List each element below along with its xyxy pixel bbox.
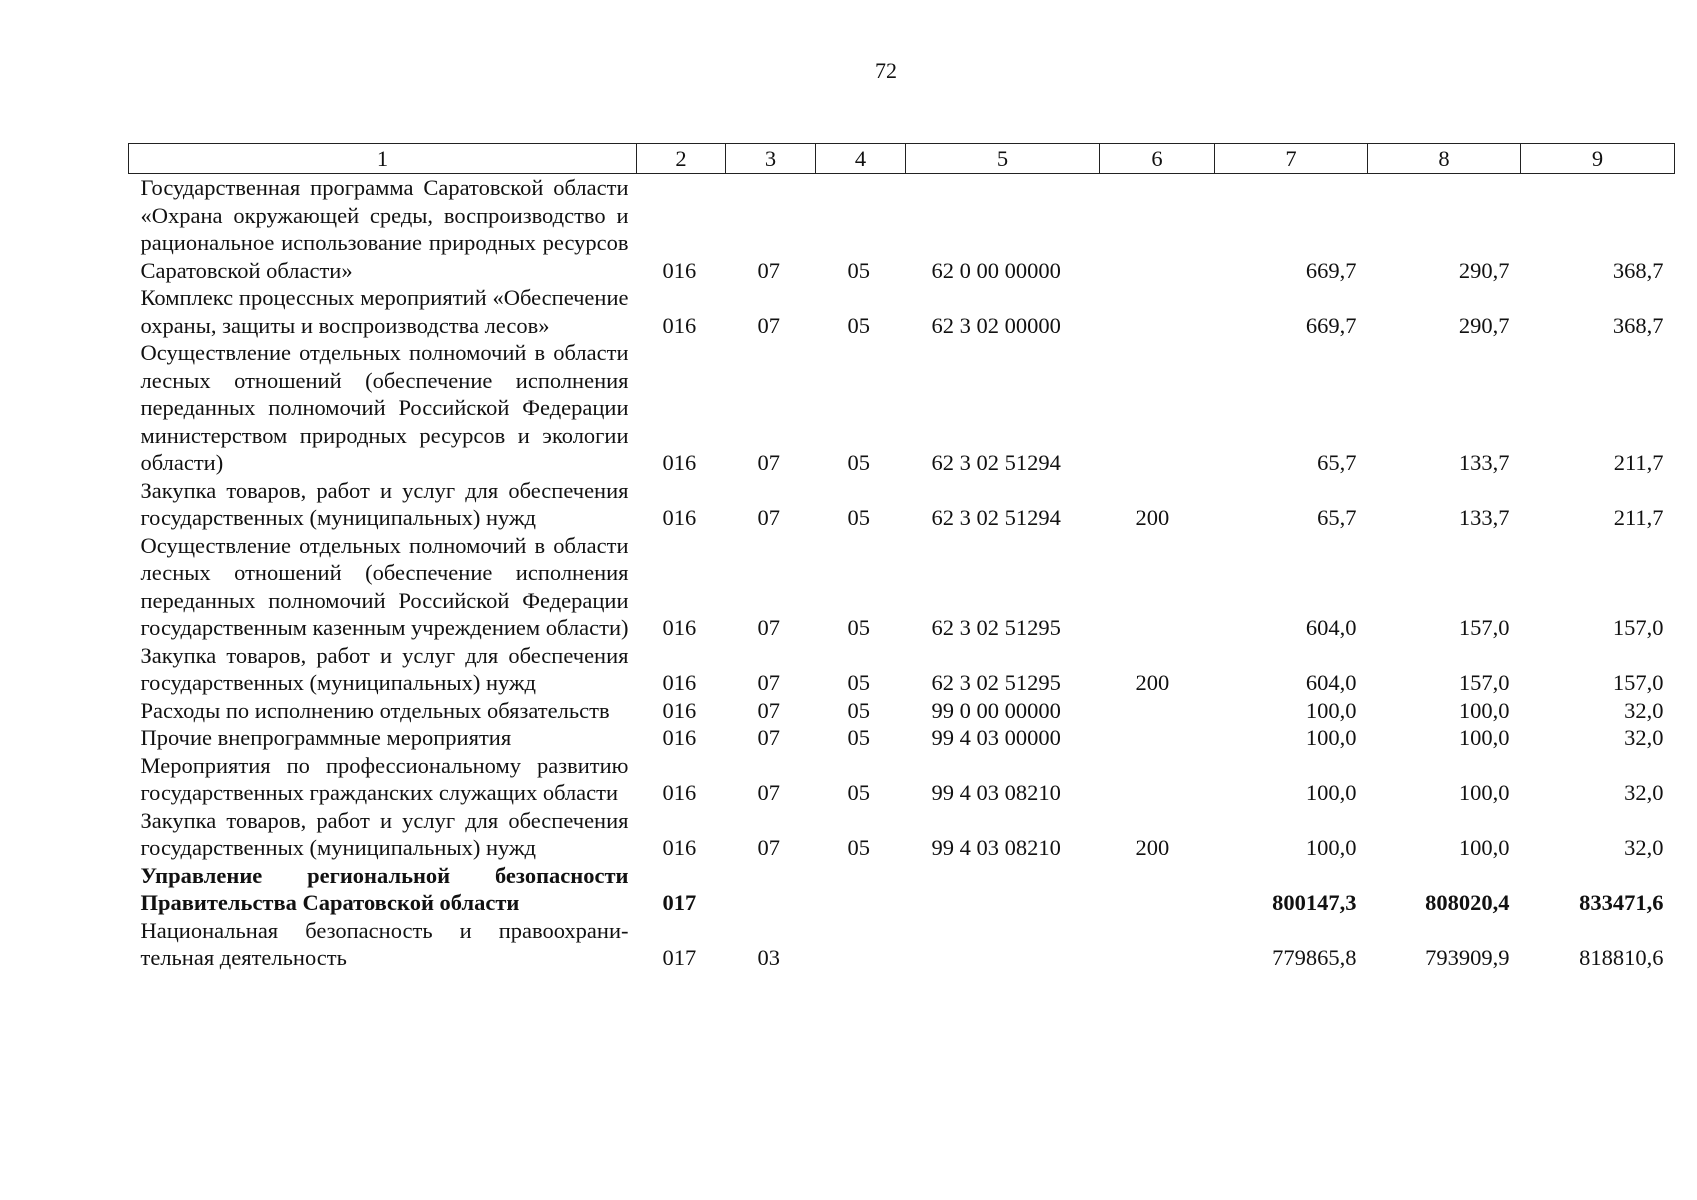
expense-type-code: 200	[1135, 505, 1170, 530]
table-row	[129, 807, 1675, 862]
amount-col-8: 100,0	[1458, 835, 1510, 860]
amount-col-8: 808020,4	[1425, 890, 1510, 915]
item-name: Управление региональной безопасности Правительства Саратовской области	[140, 862, 629, 915]
header-row	[129, 144, 1675, 174]
column-header-4: 4	[816, 144, 906, 174]
subsection-code: 05	[847, 615, 870, 640]
subsection-code	[816, 917, 906, 972]
column-header-1: 1	[129, 144, 637, 174]
column-header-5: 5	[906, 144, 1100, 174]
amount-col-9: 368,7	[1612, 257, 1664, 283]
target-article-code	[906, 862, 1100, 917]
table-row-total	[129, 862, 1675, 917]
ministry-code: 016	[662, 615, 697, 640]
ministry-code: 016	[662, 312, 697, 338]
ministry-code: 016	[662, 450, 697, 475]
section-code: 07	[757, 835, 780, 860]
amount-col-9: 211,7	[1613, 450, 1664, 475]
expense-type-code	[1100, 917, 1215, 972]
target-article-code: 62 0 00 00000	[931, 257, 1061, 283]
item-name: Осуществление отдельных полномочий в области лесных отношений (обеспечение исполнения переданных полномочий Российской Федерации государственным казенным учреждением области)	[140, 532, 629, 640]
amount-col-7: 100,0	[1305, 725, 1357, 750]
section-code: 07	[757, 450, 780, 475]
amount-col-9: 211,7	[1613, 505, 1664, 530]
amount-col-7: 100,0	[1305, 697, 1357, 723]
ministry-code: 016	[662, 725, 697, 750]
column-header-3: 3	[726, 144, 816, 174]
amount-col-8: 100,0	[1458, 697, 1510, 723]
amount-col-8: 290,7	[1458, 257, 1510, 283]
amount-col-8: 793909,9	[1425, 945, 1510, 970]
amount-col-9: 833471,6	[1579, 890, 1664, 915]
amount-col-9: 32,0	[1624, 835, 1664, 860]
subsection-code: 05	[847, 697, 870, 723]
page-number: 72	[875, 58, 897, 83]
section-code: 07	[757, 312, 780, 338]
amount-col-9: 32,0	[1624, 725, 1664, 750]
section-code: 07	[757, 670, 780, 695]
target-article-code: 99 4 03 08210	[931, 780, 1061, 805]
subsection-code: 05	[847, 505, 870, 530]
amount-col-9: 368,7	[1612, 312, 1664, 338]
section-code: 07	[757, 257, 780, 283]
amount-col-7: 604,0	[1305, 670, 1357, 695]
target-article-code	[906, 917, 1100, 972]
ministry-code: 016	[662, 697, 697, 723]
amount-col-7: 669,7	[1305, 312, 1357, 338]
section-code: 03	[757, 945, 780, 970]
expense-type-code: 200	[1135, 670, 1170, 695]
table-row	[129, 724, 1675, 752]
target-article-code: 99 4 03 08210	[931, 835, 1061, 860]
subsection-code: 05	[847, 780, 870, 805]
section-code: 07	[757, 505, 780, 530]
expense-type-code	[1100, 284, 1215, 339]
table-row	[129, 752, 1675, 807]
subsection-code: 05	[847, 670, 870, 695]
target-article-code: 62 3 02 51295	[931, 615, 1061, 640]
target-article-code: 99 0 00 00000	[931, 697, 1061, 723]
column-header-7: 7	[1215, 144, 1368, 174]
section-code: 07	[757, 725, 780, 750]
ministry-code: 016	[662, 835, 697, 860]
expense-type-code	[1100, 339, 1215, 477]
budget-table	[128, 143, 1675, 972]
amount-col-7: 604,0	[1305, 615, 1357, 640]
item-name: Национальная безопасность и правоохранительная деятельность	[140, 917, 629, 970]
item-name: Осуществление отдельных полномочий в области лесных отношений (обеспечение исполнения переданных полномочий Российской Федерации министерством природных ресурсов и экологии области)	[140, 340, 629, 475]
item-name: Государственная программа Саратовской области «Охрана окружающей среды, воспроизводство и рациональное использование природных ресурсов Саратовской области»	[140, 175, 629, 283]
subsection-code: 05	[847, 450, 870, 475]
amount-col-9: 157,0	[1612, 615, 1664, 640]
expense-type-code	[1100, 862, 1215, 917]
subsection-code: 05	[847, 835, 870, 860]
table-row	[129, 174, 1675, 285]
table-body	[129, 174, 1675, 972]
target-article-code: 62 3 02 51294	[931, 450, 1061, 475]
table-row	[129, 284, 1675, 339]
section-code: 07	[757, 780, 780, 805]
table-row	[129, 697, 1675, 725]
ministry-code: 017	[662, 890, 697, 915]
target-article-code: 99 4 03 00000	[931, 725, 1061, 750]
expense-type-code	[1100, 724, 1215, 752]
ministry-code: 016	[662, 670, 697, 695]
subsection-code: 05	[847, 257, 870, 283]
amount-col-7: 669,7	[1305, 257, 1357, 283]
amount-col-8: 100,0	[1458, 780, 1510, 805]
column-header-6: 6	[1100, 144, 1215, 174]
amount-col-8: 290,7	[1458, 312, 1510, 338]
section-code	[726, 862, 816, 917]
column-header-8: 8	[1368, 144, 1521, 174]
item-name: Комплекс процессных мероприятий «Обеспечение охраны, защиты и воспроизводства лесов»	[140, 285, 629, 338]
expense-type-code	[1100, 532, 1215, 642]
item-name: Закупка товаров, работ и услуг для обеспечения государственных (муниципальных) нужд	[140, 477, 629, 530]
table-row	[129, 642, 1675, 697]
target-article-code: 62 3 02 51294	[931, 505, 1061, 530]
item-name: Прочие внепрограммные мероприятия	[140, 725, 512, 750]
subsection-code	[816, 862, 906, 917]
ministry-code: 016	[662, 505, 697, 530]
expense-type-code: 200	[1135, 835, 1170, 860]
table-header	[129, 144, 1675, 174]
target-article-code: 62 3 02 51295	[931, 670, 1061, 695]
amount-col-8: 133,7	[1458, 450, 1510, 475]
column-header-9: 9	[1521, 144, 1675, 174]
amount-col-7: 65,7	[1317, 450, 1357, 475]
expense-type-code	[1100, 697, 1215, 725]
expense-type-code	[1100, 174, 1215, 285]
item-name: Мероприятия по профессиональному развитию государственных гражданских служащих области	[140, 752, 629, 805]
amount-col-8: 157,0	[1458, 670, 1510, 695]
table-row	[129, 917, 1675, 972]
table-row	[129, 339, 1675, 477]
amount-col-9: 32,0	[1624, 780, 1664, 805]
ministry-code: 017	[662, 945, 697, 970]
amount-col-7: 779865,8	[1272, 945, 1357, 970]
amount-col-8: 133,7	[1458, 505, 1510, 530]
table-row	[129, 477, 1675, 532]
amount-col-8: 100,0	[1458, 725, 1510, 750]
ministry-code: 016	[662, 257, 697, 283]
column-header-2: 2	[637, 144, 726, 174]
amount-col-8: 157,0	[1458, 615, 1510, 640]
amount-col-7: 100,0	[1305, 780, 1357, 805]
item-name: Закупка товаров, работ и услуг для обеспечения государственных (муниципальных) нужд	[140, 642, 629, 695]
subsection-code: 05	[847, 725, 870, 750]
item-name: Расходы по исполнению отдельных обязательств	[140, 697, 610, 723]
amount-col-9: 818810,6	[1579, 945, 1664, 970]
ministry-code: 016	[662, 780, 697, 805]
section-code: 07	[757, 615, 780, 640]
amount-col-7: 800147,3	[1272, 890, 1357, 915]
table-row	[129, 532, 1675, 642]
section-code: 07	[757, 697, 780, 723]
target-article-code: 62 3 02 00000	[931, 312, 1061, 338]
expense-type-code	[1100, 752, 1215, 807]
amount-col-7: 100,0	[1305, 835, 1357, 860]
amount-col-9: 157,0	[1612, 670, 1664, 695]
item-name: Закупка товаров, работ и услуг для обеспечения государственных (муниципальных) нужд	[140, 807, 629, 860]
subsection-code: 05	[847, 312, 870, 338]
amount-col-9: 32,0	[1624, 697, 1664, 723]
amount-col-7: 65,7	[1317, 505, 1357, 530]
